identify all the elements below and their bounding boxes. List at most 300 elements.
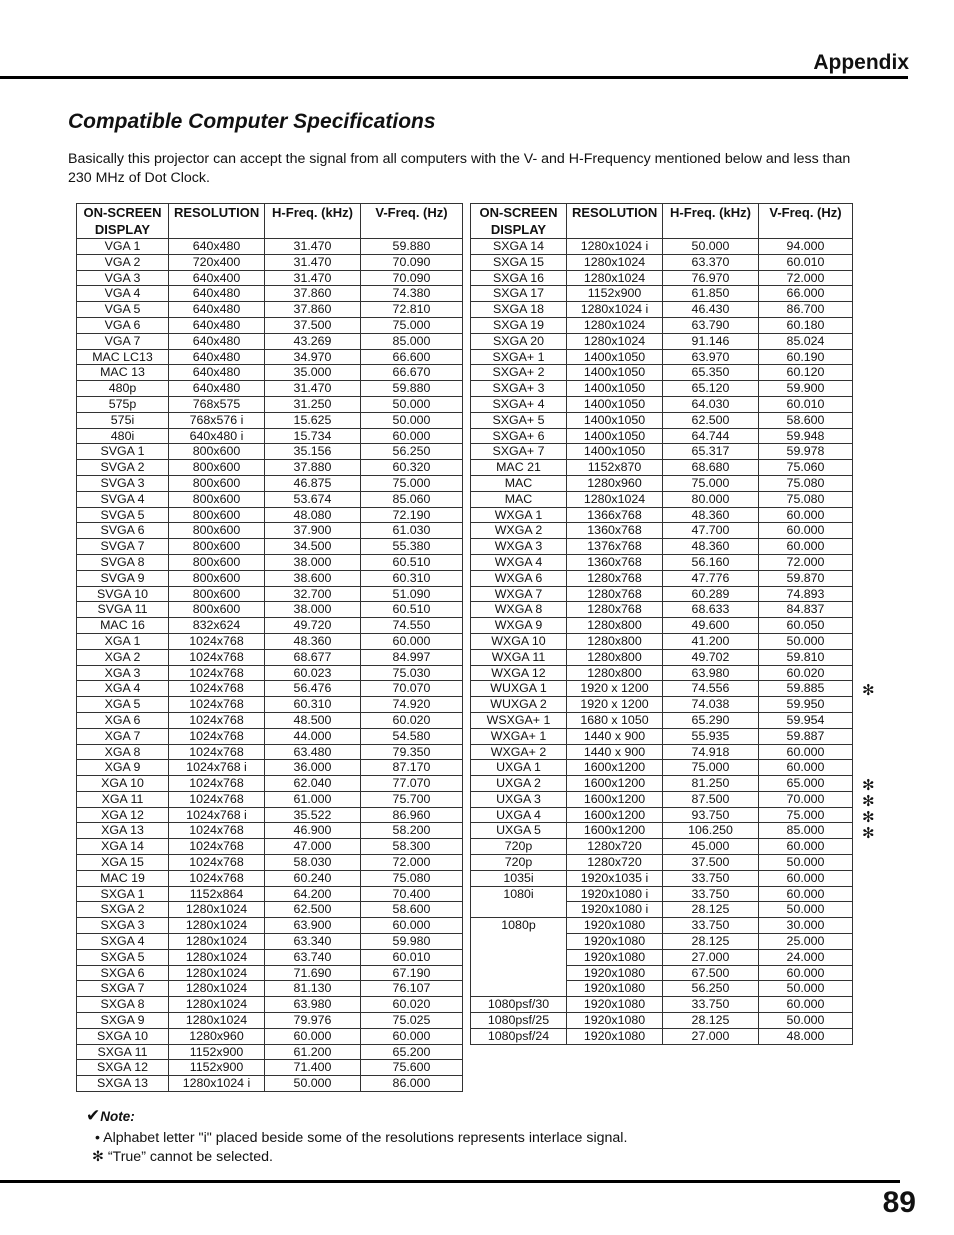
vfreq-cell: 58.200 <box>361 823 463 839</box>
hfreq-cell: 91.146 <box>663 333 759 349</box>
hfreq-cell: 49.702 <box>663 649 759 665</box>
table-row <box>77 412 463 428</box>
display-cell: 720p <box>471 839 567 855</box>
col-header-display: ON-SCREEN DISPLAY <box>471 204 567 239</box>
hfreq-cell: 63.980 <box>663 665 759 681</box>
hfreq-cell: 43.269 <box>265 333 361 349</box>
display-cell: WXGA 11 <box>471 649 567 665</box>
display-cell: UXGA 4 <box>471 807 567 823</box>
vfreq-cell: 77.070 <box>361 776 463 792</box>
display-cell: XGA 1 <box>77 633 169 649</box>
resolution-cell: 1280x768 <box>567 602 663 618</box>
hfreq-cell: 38.000 <box>265 602 361 618</box>
page-number: 89 <box>882 1186 916 1219</box>
vfreq-cell: 59.980 <box>361 934 463 950</box>
hfreq-cell: 71.400 <box>265 1060 361 1076</box>
resolution-cell: 1400x1050 <box>567 412 663 428</box>
table-row <box>77 302 463 318</box>
vfreq-cell: 72.000 <box>759 270 853 286</box>
vfreq-cell: 25.000 <box>759 934 853 950</box>
header-rule <box>0 76 908 79</box>
resolution-cell: 1400x1050 <box>567 365 663 381</box>
resolution-cell: 1280x1024 <box>169 949 265 965</box>
vfreq-cell: 60.180 <box>759 317 853 333</box>
hfreq-cell: 53.674 <box>265 491 361 507</box>
resolution-cell: 1920x1080 <box>567 997 663 1013</box>
table-row <box>77 1076 463 1092</box>
table-row <box>471 412 853 428</box>
vfreq-cell: 75.600 <box>361 1060 463 1076</box>
resolution-cell: 1280x1024 <box>169 934 265 950</box>
table-row <box>471 475 853 491</box>
vfreq-cell: 66.000 <box>759 286 853 302</box>
table-row <box>77 665 463 681</box>
hfreq-cell: 65.317 <box>663 444 759 460</box>
vfreq-cell: 60.000 <box>361 633 463 649</box>
vfreq-cell: 58.600 <box>759 412 853 428</box>
vfreq-cell: 60.000 <box>759 965 853 981</box>
col-header-hfreq: H-Freq. (kHz) <box>265 204 361 239</box>
vfreq-cell: 76.107 <box>361 981 463 997</box>
hfreq-cell: 37.880 <box>265 460 361 476</box>
vfreq-cell: 70.000 <box>759 791 853 807</box>
display-cell: SXGA 6 <box>77 965 169 981</box>
vfreq-cell: 59.900 <box>759 381 853 397</box>
hfreq-cell: 75.000 <box>663 475 759 491</box>
vfreq-cell: 60.000 <box>759 886 853 902</box>
display-cell: SXGA 17 <box>471 286 567 302</box>
display-cell: 575i <box>77 412 169 428</box>
hfreq-cell: 65.290 <box>663 712 759 728</box>
note-interlace: • Alphabet letter "i" placed beside some of the resolutions represents interlace signal. <box>95 1130 628 1146</box>
table-row <box>77 333 463 349</box>
table-row <box>77 870 463 886</box>
hfreq-cell: 68.677 <box>265 649 361 665</box>
resolution-cell: 1920x1080 <box>567 965 663 981</box>
vfreq-cell: 48.000 <box>759 1028 853 1044</box>
vfreq-cell: 60.000 <box>361 1028 463 1044</box>
hfreq-cell: 65.350 <box>663 365 759 381</box>
hfreq-cell: 56.160 <box>663 554 759 570</box>
table-row <box>471 1013 853 1029</box>
resolution-cell: 1920x1080 <box>567 981 663 997</box>
col-header-resolution: RESOLUTION <box>567 204 663 239</box>
display-cell: XGA 10 <box>77 776 169 792</box>
vfreq-cell: 60.050 <box>759 618 853 634</box>
table-row <box>77 918 463 934</box>
resolution-cell: 1920x1080 i <box>567 902 663 918</box>
display-cell: WXGA 2 <box>471 523 567 539</box>
resolution-cell: 1024x768 <box>169 649 265 665</box>
vfreq-cell: 75.000 <box>361 317 463 333</box>
display-cell: MAC <box>471 475 567 491</box>
table-row <box>77 728 463 744</box>
vfreq-cell: 87.170 <box>361 760 463 776</box>
table-row <box>471 539 853 555</box>
hfreq-cell: 48.080 <box>265 507 361 523</box>
table-row <box>471 681 853 697</box>
vfreq-cell: 85.000 <box>759 823 853 839</box>
vfreq-cell: 60.000 <box>361 428 463 444</box>
display-cell: XGA 5 <box>77 697 169 713</box>
resolution-cell: 1280x1024 <box>567 254 663 270</box>
hfreq-cell: 74.038 <box>663 697 759 713</box>
vfreq-cell: 60.010 <box>759 396 853 412</box>
table-row <box>77 681 463 697</box>
vfreq-cell: 58.300 <box>361 839 463 855</box>
hfreq-cell: 67.500 <box>663 965 759 981</box>
table-row <box>77 539 463 555</box>
resolution-cell: 1024x768 <box>169 744 265 760</box>
resolution-cell: 1280x1024 <box>169 902 265 918</box>
hfreq-cell: 45.000 <box>663 839 759 855</box>
table-row <box>471 586 853 602</box>
vfreq-cell: 24.000 <box>759 949 853 965</box>
vfreq-cell: 60.020 <box>361 997 463 1013</box>
table-row <box>471 823 853 839</box>
table-row <box>471 839 853 855</box>
table-row <box>77 507 463 523</box>
table-row <box>471 665 853 681</box>
resolution-cell: 1920x1080 <box>567 1013 663 1029</box>
hfreq-cell: 87.500 <box>663 791 759 807</box>
resolution-cell: 800x600 <box>169 491 265 507</box>
resolution-cell: 1280x960 <box>567 475 663 491</box>
resolution-cell: 640x480 i <box>169 428 265 444</box>
table-row <box>471 807 853 823</box>
vfreq-cell: 79.350 <box>361 744 463 760</box>
vfreq-cell: 74.380 <box>361 286 463 302</box>
vfreq-cell: 56.250 <box>361 444 463 460</box>
true-unavailable-mark: ✻ <box>862 682 875 699</box>
table-row <box>77 396 463 412</box>
table-row <box>77 618 463 634</box>
display-cell: SXGA 14 <box>471 239 567 255</box>
table-row <box>471 554 853 570</box>
display-cell: SXGA+ 1 <box>471 349 567 365</box>
table-row <box>471 1028 853 1044</box>
display-cell: XGA 7 <box>77 728 169 744</box>
table-row <box>471 776 853 792</box>
hfreq-cell: 49.720 <box>265 618 361 634</box>
display-cell: MAC 13 <box>77 365 169 381</box>
hfreq-cell: 28.125 <box>663 934 759 950</box>
resolution-cell: 640x480 <box>169 349 265 365</box>
table-row <box>77 1028 463 1044</box>
table-row <box>471 381 853 397</box>
display-cell: XGA 4 <box>77 681 169 697</box>
resolution-cell: 1024x768 <box>169 681 265 697</box>
resolution-cell: 1152x900 <box>169 1044 265 1060</box>
table-row <box>77 791 463 807</box>
note-title: Note: <box>100 1109 135 1124</box>
table-row <box>77 586 463 602</box>
table-row <box>77 475 463 491</box>
resolution-cell: 640x480 <box>169 302 265 318</box>
vfreq-cell: 74.893 <box>759 586 853 602</box>
table-row <box>77 570 463 586</box>
resolution-cell: 1024x768 <box>169 633 265 649</box>
table-row <box>471 428 853 444</box>
vfreq-cell: 85.060 <box>361 491 463 507</box>
resolution-cell: 1024x768 <box>169 839 265 855</box>
table-row <box>77 744 463 760</box>
display-cell: SXGA 10 <box>77 1028 169 1044</box>
hfreq-cell: 35.000 <box>265 365 361 381</box>
resolution-cell: 1600x1200 <box>567 807 663 823</box>
vfreq-cell: 58.600 <box>361 902 463 918</box>
table-row <box>77 902 463 918</box>
resolution-cell: 1152x864 <box>169 886 265 902</box>
hfreq-cell: 34.970 <box>265 349 361 365</box>
vfreq-cell: 59.948 <box>759 428 853 444</box>
resolution-cell: 1280x1024 <box>169 918 265 934</box>
resolution-cell: 1024x768 <box>169 823 265 839</box>
hfreq-cell: 46.430 <box>663 302 759 318</box>
hfreq-cell: 31.470 <box>265 270 361 286</box>
vfreq-cell: 50.000 <box>759 981 853 997</box>
resolution-cell: 1440 x 900 <box>567 728 663 744</box>
hfreq-cell: 15.625 <box>265 412 361 428</box>
section-heading: Appendix <box>813 51 909 74</box>
resolution-cell: 1920x1080 <box>567 934 663 950</box>
display-cell: SVGA 3 <box>77 475 169 491</box>
vfreq-cell: 85.000 <box>361 333 463 349</box>
resolution-cell: 1360x768 <box>567 554 663 570</box>
table-row <box>471 649 853 665</box>
table-row <box>77 649 463 665</box>
vfreq-cell: 75.025 <box>361 1013 463 1029</box>
hfreq-cell: 63.480 <box>265 744 361 760</box>
vfreq-cell: 75.080 <box>759 475 853 491</box>
display-cell: SXGA+ 7 <box>471 444 567 460</box>
resolution-cell: 1024x768 <box>169 697 265 713</box>
vfreq-cell: 86.960 <box>361 807 463 823</box>
table-row <box>77 554 463 570</box>
resolution-cell: 1024x768 <box>169 791 265 807</box>
vfreq-cell: 59.810 <box>759 649 853 665</box>
resolution-cell: 1400x1050 <box>567 349 663 365</box>
resolution-cell: 1600x1200 <box>567 776 663 792</box>
resolution-cell: 768x576 i <box>169 412 265 428</box>
checkmark-icon: ✔ <box>86 1106 101 1125</box>
table-row <box>471 886 853 902</box>
resolution-cell: 800x600 <box>169 539 265 555</box>
vfreq-cell: 59.954 <box>759 712 853 728</box>
hfreq-cell: 47.776 <box>663 570 759 586</box>
table-row <box>471 697 853 713</box>
vfreq-cell: 60.000 <box>361 918 463 934</box>
vfreq-cell: 60.010 <box>361 949 463 965</box>
display-cell: WUXGA 1 <box>471 681 567 697</box>
table-row <box>77 444 463 460</box>
vfreq-cell: 70.090 <box>361 254 463 270</box>
display-cell: SVGA 9 <box>77 570 169 586</box>
table-row <box>77 428 463 444</box>
hfreq-cell: 33.750 <box>663 870 759 886</box>
display-cell: SXGA+ 2 <box>471 365 567 381</box>
table-row <box>77 523 463 539</box>
hfreq-cell: 28.125 <box>663 1013 759 1029</box>
resolution-cell: 1280x1024 <box>567 491 663 507</box>
table-row <box>77 807 463 823</box>
vfreq-cell: 84.837 <box>759 602 853 618</box>
resolution-cell: 1024x768 i <box>169 807 265 823</box>
resolution-cell: 800x600 <box>169 602 265 618</box>
hfreq-cell: 35.522 <box>265 807 361 823</box>
hfreq-cell: 58.030 <box>265 855 361 871</box>
display-cell: WXGA 4 <box>471 554 567 570</box>
table-row <box>471 444 853 460</box>
hfreq-cell: 79.976 <box>265 1013 361 1029</box>
display-cell: MAC 16 <box>77 618 169 634</box>
vfreq-cell: 65.000 <box>759 776 853 792</box>
display-cell: SVGA 10 <box>77 586 169 602</box>
vfreq-cell: 59.880 <box>361 381 463 397</box>
vfreq-cell: 74.920 <box>361 697 463 713</box>
vfreq-cell: 66.670 <box>361 365 463 381</box>
resolution-cell: 1152x870 <box>567 460 663 476</box>
vfreq-cell: 60.510 <box>361 602 463 618</box>
vfreq-cell: 94.000 <box>759 239 853 255</box>
hfreq-cell: 65.120 <box>663 381 759 397</box>
hfreq-cell: 49.600 <box>663 618 759 634</box>
display-cell: UXGA 2 <box>471 776 567 792</box>
resolution-cell: 1280x1024 <box>169 997 265 1013</box>
vfreq-cell: 59.978 <box>759 444 853 460</box>
display-cell: MAC LC13 <box>77 349 169 365</box>
display-cell: 1080psf/25 <box>471 1013 567 1029</box>
display-cell: WXGA 1 <box>471 507 567 523</box>
display-cell: MAC <box>471 491 567 507</box>
display-cell: SXGA+ 6 <box>471 428 567 444</box>
table-row <box>77 254 463 270</box>
resolution-cell: 1600x1200 <box>567 760 663 776</box>
hfreq-cell: 56.250 <box>663 981 759 997</box>
table-row <box>471 523 853 539</box>
display-cell: SXGA 1 <box>77 886 169 902</box>
true-unavailable-mark: ✻ <box>862 825 875 842</box>
table-row <box>471 460 853 476</box>
table-row <box>77 934 463 950</box>
vfreq-cell: 74.550 <box>361 618 463 634</box>
resolution-cell: 1920 x 1200 <box>567 681 663 697</box>
vfreq-cell: 30.000 <box>759 918 853 934</box>
hfreq-cell: 61.000 <box>265 791 361 807</box>
hfreq-cell: 68.680 <box>663 460 759 476</box>
hfreq-cell: 62.500 <box>265 902 361 918</box>
table-row <box>77 633 463 649</box>
vfreq-cell: 65.200 <box>361 1044 463 1060</box>
resolution-cell: 1366x768 <box>567 507 663 523</box>
true-unavailable-mark: ✻ <box>862 793 875 810</box>
table-row <box>471 317 853 333</box>
resolution-cell: 1280x1024 i <box>567 302 663 318</box>
hfreq-cell: 46.875 <box>265 475 361 491</box>
resolution-cell: 1680 x 1050 <box>567 712 663 728</box>
display-cell: SXGA 4 <box>77 934 169 950</box>
vfreq-cell: 61.030 <box>361 523 463 539</box>
table-row <box>471 791 853 807</box>
hfreq-cell: 60.000 <box>265 1028 361 1044</box>
display-cell: SXGA+ 4 <box>471 396 567 412</box>
display-cell: SVGA 7 <box>77 539 169 555</box>
table-row <box>77 965 463 981</box>
hfreq-cell: 48.360 <box>265 633 361 649</box>
vfreq-cell: 70.400 <box>361 886 463 902</box>
vfreq-cell: 72.190 <box>361 507 463 523</box>
hfreq-cell: 37.860 <box>265 286 361 302</box>
display-cell: UXGA 3 <box>471 791 567 807</box>
table-row <box>471 728 853 744</box>
resolution-cell: 1440 x 900 <box>567 744 663 760</box>
table-row <box>471 270 853 286</box>
display-cell: VGA 6 <box>77 317 169 333</box>
table-row <box>77 286 463 302</box>
table-row <box>471 491 853 507</box>
vfreq-cell: 59.880 <box>361 239 463 255</box>
display-cell: 1035i <box>471 870 567 886</box>
table-row <box>471 712 853 728</box>
display-cell: WXGA 3 <box>471 539 567 555</box>
display-cell: XGA 2 <box>77 649 169 665</box>
hfreq-cell: 64.200 <box>265 886 361 902</box>
vfreq-cell: 72.000 <box>759 554 853 570</box>
resolution-cell: 1024x768 <box>169 776 265 792</box>
vfreq-cell: 55.380 <box>361 539 463 555</box>
vfreq-cell: 60.000 <box>759 507 853 523</box>
resolution-cell: 800x600 <box>169 523 265 539</box>
display-cell: SXGA 19 <box>471 317 567 333</box>
table-row <box>77 839 463 855</box>
display-cell: WXGA 9 <box>471 618 567 634</box>
display-cell: SXGA+ 3 <box>471 381 567 397</box>
resolution-cell: 1600x1200 <box>567 823 663 839</box>
resolution-cell: 1360x768 <box>567 523 663 539</box>
hfreq-cell: 81.130 <box>265 981 361 997</box>
table-row <box>77 949 463 965</box>
true-unavailable-mark: ✻ <box>862 777 875 794</box>
display-cell: 720p <box>471 855 567 871</box>
display-cell: 1080psf/30 <box>471 997 567 1013</box>
resolution-cell: 1280x800 <box>567 633 663 649</box>
table-row <box>471 254 853 270</box>
table-row <box>77 997 463 1013</box>
display-cell: WXGA 6 <box>471 570 567 586</box>
vfreq-cell: 60.000 <box>759 839 853 855</box>
col-header-vfreq: V-Freq. (Hz) <box>759 204 853 239</box>
hfreq-cell: 38.000 <box>265 554 361 570</box>
display-cell: XGA 15 <box>77 855 169 871</box>
display-cell: XGA 14 <box>77 839 169 855</box>
vfreq-cell: 75.080 <box>361 870 463 886</box>
display-cell: XGA 6 <box>77 712 169 728</box>
spec-table-left <box>76 203 463 1092</box>
hfreq-cell: 38.600 <box>265 570 361 586</box>
vfreq-cell: 59.885 <box>759 681 853 697</box>
table-row <box>77 855 463 871</box>
display-cell: WXGA 7 <box>471 586 567 602</box>
display-cell: 1080psf/24 <box>471 1028 567 1044</box>
resolution-cell: 1024x768 <box>169 855 265 871</box>
hfreq-cell: 55.935 <box>663 728 759 744</box>
resolution-cell: 800x600 <box>169 586 265 602</box>
vfreq-cell: 60.510 <box>361 554 463 570</box>
hfreq-cell: 28.125 <box>663 902 759 918</box>
resolution-cell: 800x600 <box>169 475 265 491</box>
intro-paragraph: Basically this projector can accept the signal from all computers with the V- and H-Frequency mentioned below and less than 230 MHz of Dot Clock. <box>68 151 851 186</box>
resolution-cell: 640x480 <box>169 239 265 255</box>
